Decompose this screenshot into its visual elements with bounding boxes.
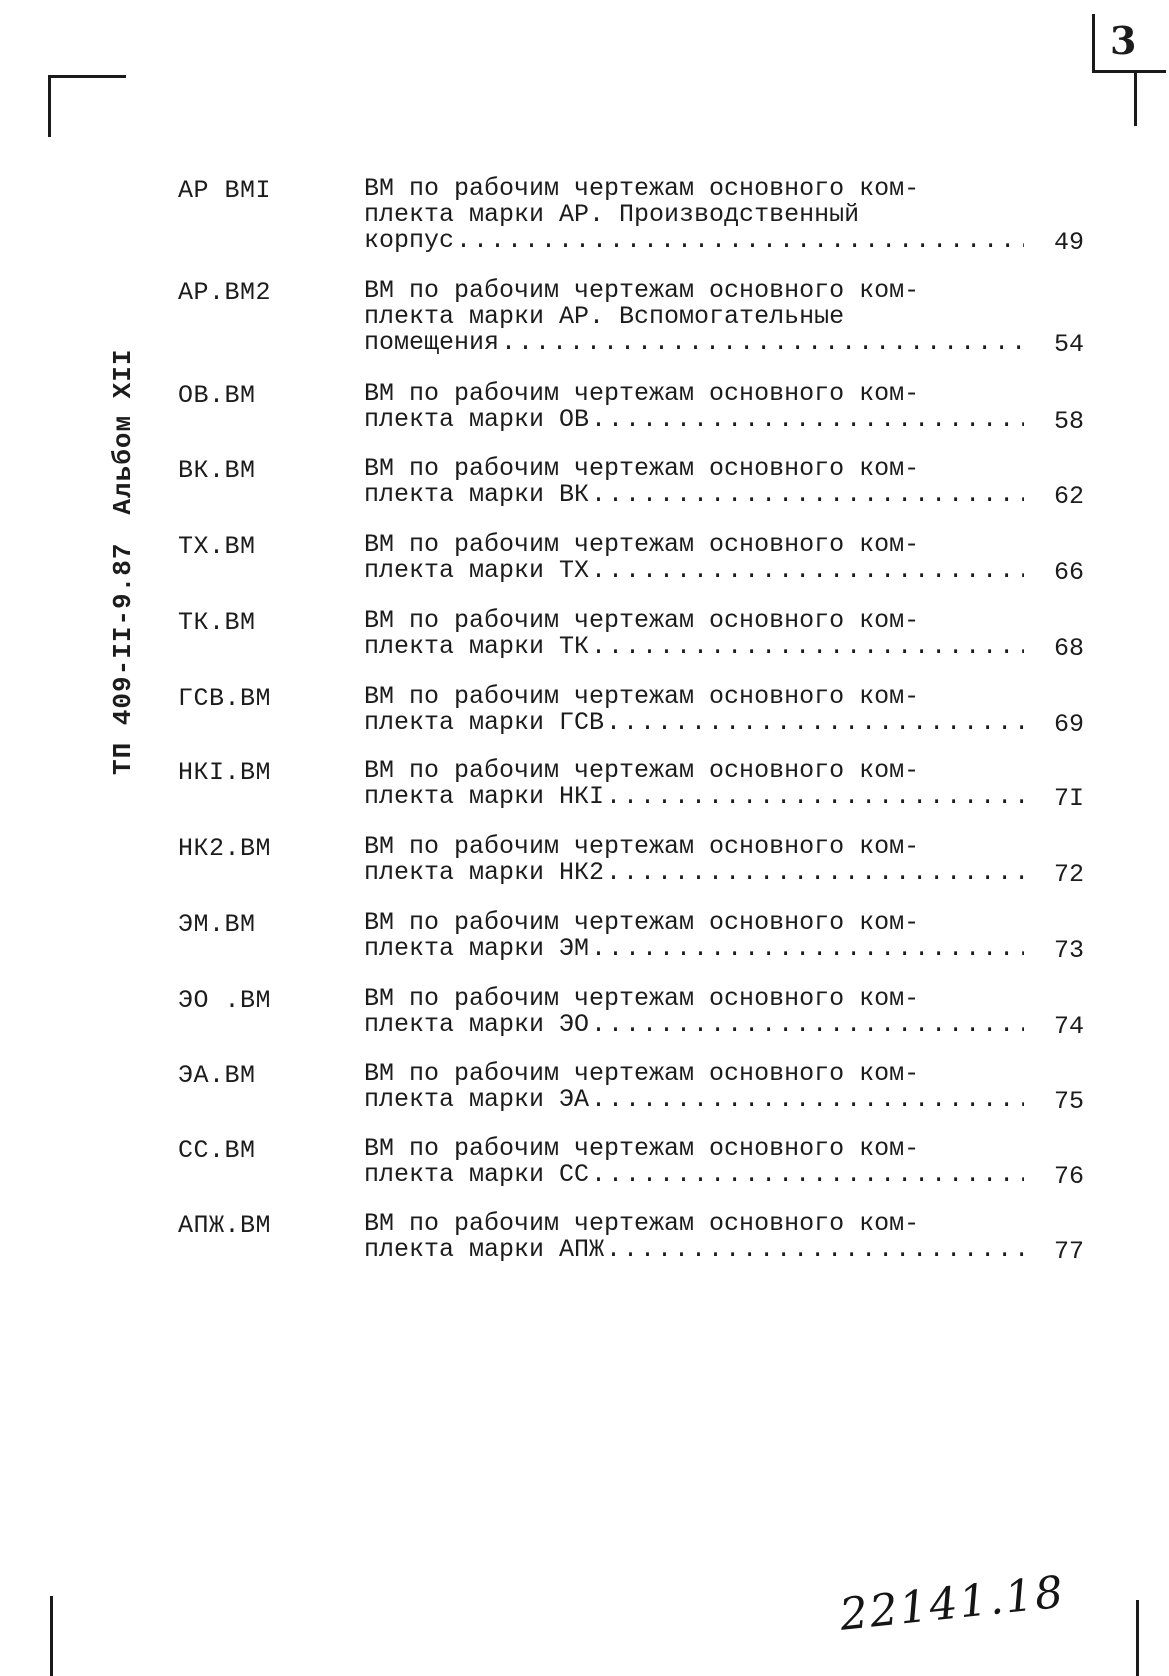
entry-description-last-line [364,936,1024,962]
entry-description [364,1061,1024,1113]
album-label: Альбом XII [108,348,138,515]
entry-description-last-text: корпус [364,226,455,255]
entry-code: АР.ВМ2 [178,278,272,307]
entry-description-last-line [364,1237,1024,1263]
entry-description-last-line [364,784,1024,810]
entry-description-last-text: плекта марки ЭМ [364,934,590,963]
entry-description [364,381,1024,433]
entry-page-number: 69 [1054,710,1085,739]
dot-leader [591,1162,1024,1188]
entry-description-line: ВМ по рабочим чертежам основного ком- [364,606,920,635]
entry-description-line: ВМ по рабочим чертежам основного ком- [364,984,920,1013]
entry-description-line: ВМ по рабочим чертежам основного ком- [364,756,920,785]
dot-leader [606,784,1024,810]
entry-code: НКI.ВМ [178,758,272,787]
entry-description-last-text: плекта марки ЭА [364,1085,590,1114]
entry-description-last-text: плекта марки ТХ [364,556,590,585]
entry-description-line: ВМ по рабочим чертежам основного ком- [364,1209,920,1238]
entry-description-line: ВМ по рабочим чертежам основного ком- [364,832,920,861]
frame-corner-top-right-box-bottom [1092,70,1166,73]
entry-code: ЭО .ВМ [178,986,272,1015]
entry-description [364,532,1024,584]
dot-leader [456,228,1024,254]
entry-description-last-text: помещения [364,328,500,357]
entry-description-last-text: плекта марки ГСВ [364,708,605,737]
entry-description-last-line [364,558,1024,584]
entry-description-last-line [364,407,1024,433]
entry-description-last-line [364,634,1024,660]
dot-leader [606,1237,1024,1263]
entry-page-number: 73 [1054,936,1085,965]
entry-description [364,986,1024,1038]
entry-page-number: 66 [1054,558,1085,587]
entry-description-last-line [364,330,1024,356]
entry-description-line: ВМ по рабочим чертежам основного ком- [364,1059,920,1088]
dot-leader [591,482,1024,508]
entry-description-last-text: плекта марки ТК [364,632,590,661]
entry-description-last-line [364,1162,1024,1188]
dot-leader [591,936,1024,962]
entry-description-last-text: плекта марки ЭО [364,1010,590,1039]
dot-leader [591,1012,1024,1038]
entry-description-last-text: плекта марки НКI [364,782,605,811]
handwritten-number: 22141.18 [837,1566,1068,1641]
document-code: ТП 409-II-9.87 [108,542,138,775]
entry-page-number: 76 [1054,1162,1085,1191]
entry-code: ТК.ВМ [178,608,256,637]
entry-description-last-line [364,860,1024,886]
frame-corner-bottom-left-vertical [50,1596,53,1676]
entry-description-line: ВМ по рабочим чертежам основного ком- [364,454,920,483]
entry-description-last-line [364,482,1024,508]
frame-corner-top-left-vertical [48,75,51,137]
frame-corner-top-left-horizontal [48,75,126,78]
entry-description [364,834,1024,886]
dot-leader [501,330,1024,356]
entry-description [364,456,1024,508]
entry-page-number: 7I [1054,784,1085,813]
entry-code: ВК.ВМ [178,456,256,485]
side-caption [103,348,143,775]
entry-code: ЭА.ВМ [178,1061,256,1090]
entry-page-number: 75 [1054,1087,1085,1116]
entry-description-line: ВМ по рабочим чертежам основного ком- [364,530,920,559]
entry-description [364,684,1024,736]
entry-page-number: 54 [1054,330,1085,359]
entry-code: АПЖ.ВМ [178,1211,272,1240]
frame-corner-top-right-vertical [1134,70,1137,126]
entry-description-line: ВМ по рабочим чертежам основного ком- [364,682,920,711]
entry-page-number: 74 [1054,1012,1085,1041]
frame-corner-top-right-box-left [1092,14,1095,72]
entry-description [364,176,1024,254]
entry-description-last-text: плекта марки ВК [364,480,590,509]
frame-corner-bottom-right-vertical [1136,1600,1139,1676]
dot-leader [591,634,1024,660]
dot-leader [606,710,1024,736]
entry-description [364,608,1024,660]
entry-page-number: 62 [1054,482,1085,511]
dot-leader [591,407,1024,433]
dot-leader [591,1087,1024,1113]
entry-description-line: ВМ по рабочим чертежам основного ком- [364,1134,920,1163]
entry-description-last-text: плекта марки СС [364,1160,590,1189]
entry-page-number: 77 [1054,1237,1085,1266]
entry-page-number: 72 [1054,860,1085,889]
entry-description [364,1136,1024,1188]
entry-description-line: ВМ по рабочим чертежам основного ком- [364,379,920,408]
entry-description [364,278,1024,356]
entry-page-number: 58 [1054,407,1085,436]
dot-leader [591,558,1024,584]
entry-code: НК2.ВМ [178,834,272,863]
dot-leader [606,860,1024,886]
entry-code: СС.ВМ [178,1136,256,1165]
entry-description [364,1211,1024,1263]
entry-description [364,910,1024,962]
entry-code: ОВ.ВМ [178,381,256,410]
entry-description-line: плекта марки АР. Вспомогательные [364,302,845,331]
entry-code: ГСВ.ВМ [178,684,272,713]
page-number: 3 [1110,18,1137,63]
entry-description-last-line [364,228,1024,254]
entry-description-line: ВМ по рабочим чертежам основного ком- [364,174,920,203]
entry-description-line: ВМ по рабочим чертежам основного ком- [364,908,920,937]
entry-description-last-text: плекта марки ОВ [364,405,590,434]
entry-description-last-line [364,710,1024,736]
entry-description [364,758,1024,810]
entry-code: ТХ.ВМ [178,532,256,561]
entry-description-last-text: плекта марки НК2 [364,858,605,887]
entry-page-number: 49 [1054,228,1085,257]
entry-page-number: 68 [1054,634,1085,663]
entry-code: ЭМ.ВМ [178,910,256,939]
entry-description-last-text: плекта марки АПЖ [364,1235,605,1264]
entry-description-line: плекта марки АР. Производственный [364,200,860,229]
entry-description-line: ВМ по рабочим чертежам основного ком- [364,276,920,305]
entry-description-last-line [364,1087,1024,1113]
entry-code: АР ВМI [178,176,272,205]
entry-description-last-line [364,1012,1024,1038]
